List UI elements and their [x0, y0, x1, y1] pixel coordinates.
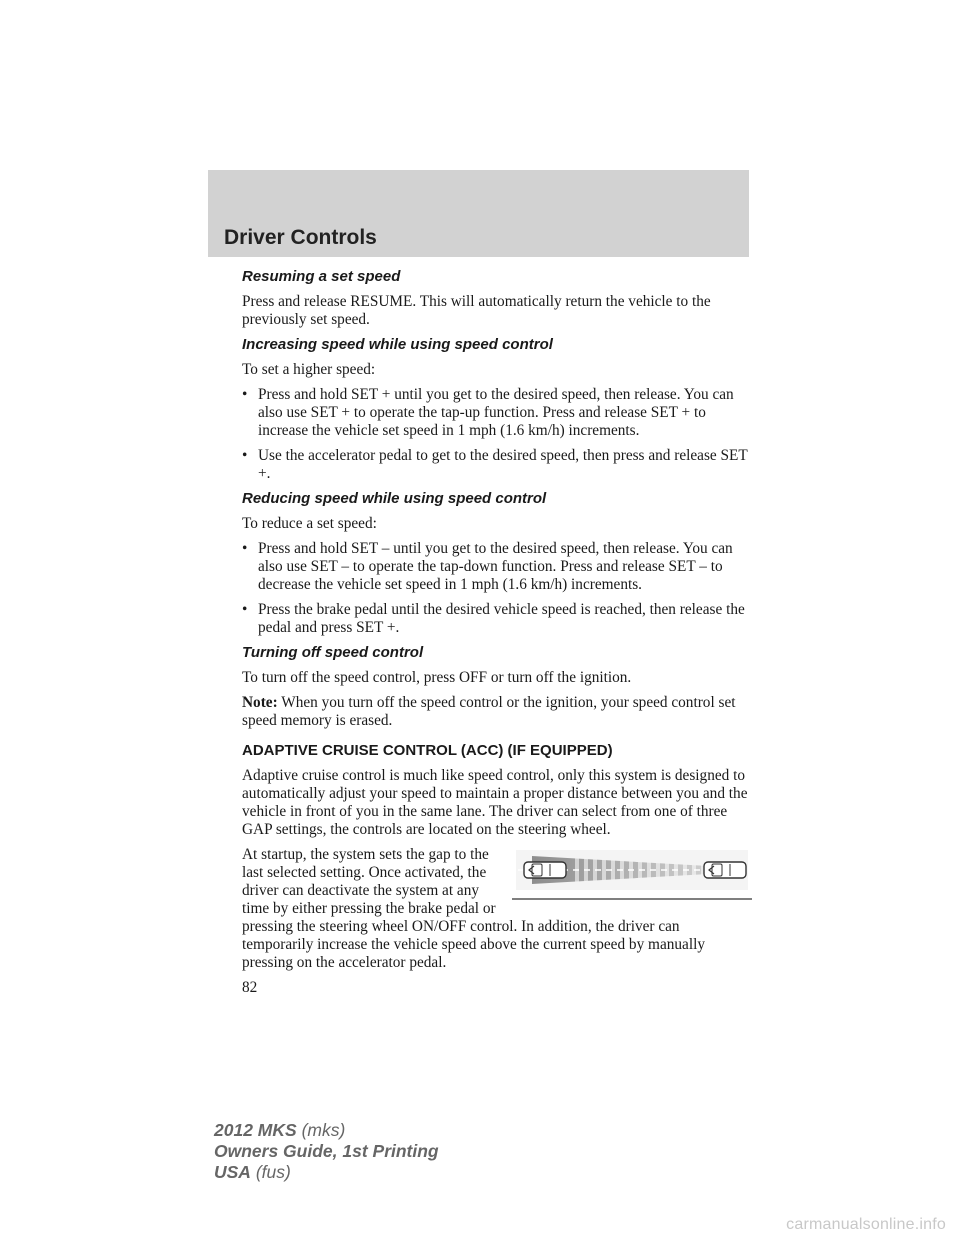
footer-model: 2012 MKS — [214, 1120, 297, 1140]
footer-region-line — [214, 1162, 439, 1183]
own-vehicle-icon — [524, 862, 566, 878]
paragraph-resuming: Press and release RESUME. This will automatically return the vehicle to the previously set speed. — [242, 293, 711, 328]
list-item — [242, 540, 752, 594]
acc-gap-diagram — [512, 848, 752, 902]
header-bar — [208, 170, 749, 257]
footer-region: USA — [214, 1162, 251, 1182]
paragraph-acc-startup: At startup, the system sets the gap to the last selected setting. Once activated, the driver can deactivate the system at any time by either pressing the brake pedal or pressing the steering wheel ON/OFF control. In addition, the driver can temporarily increase the vehicle speed above the current speed by manually pressing on the accelerator pedal. — [242, 846, 705, 971]
page-title: Driver Controls — [224, 226, 377, 249]
footer-model-code: (mks) — [301, 1120, 346, 1140]
page-number: 82 — [242, 979, 258, 996]
footer — [214, 1120, 439, 1183]
note-text: When you turn off the speed control or the ignition, your speed control set speed memory is erased. — [242, 694, 736, 729]
acc-figure-wrap — [242, 846, 752, 972]
list-increasing — [242, 386, 752, 483]
bullet-marker: • — [242, 447, 248, 464]
footer-guide: Owners Guide, 1st Printing — [214, 1141, 439, 1161]
list-item-text: Press and hold SET – until you get to the desired speed, then release. You can also use SET – to operate the tap-down function. Press and release SET – to decrease the vehicle set speed in 1 mph (1.6 km/h) increments. — [258, 540, 733, 593]
bullet-marker: • — [242, 601, 248, 618]
footer-region-code: (fus) — [255, 1162, 291, 1182]
bullet-marker: • — [242, 386, 248, 403]
paragraph-reducing-intro: To reduce a set speed: — [242, 515, 377, 532]
paragraph-increasing-intro: To set a higher speed: — [242, 361, 376, 378]
heading-turning-off: Turning off speed control — [242, 644, 424, 661]
heading-increasing: Increasing speed while using speed control — [242, 336, 553, 353]
footer-model-line — [214, 1120, 439, 1141]
heading-resuming: Resuming a set speed — [242, 268, 401, 285]
lead-vehicle-icon — [704, 862, 746, 878]
list-item-text: Press the brake pedal until the desired vehicle speed is reached, then release the pedal and press SET +. — [258, 601, 745, 636]
list-item — [242, 601, 752, 637]
heading-reducing: Reducing speed while using speed control — [242, 490, 547, 507]
list-item — [242, 386, 752, 440]
note-paragraph — [242, 694, 752, 730]
list-item — [242, 447, 752, 483]
bullet-marker: • — [242, 540, 248, 557]
paragraph-acc-intro: Adaptive cruise control is much like speed control, only this system is designed to automatically adjust your speed to maintain a proper distance between you and the vehicle in front of you in the same lane. The driver can select from one of three GAP settings, the controls are located on the steering wheel. — [242, 767, 748, 838]
list-item-text: Use the accelerator pedal to get to the desired speed, then press and release SET +. — [258, 447, 748, 482]
acc-gap-illustration — [512, 848, 752, 902]
note-label: Note: — [242, 694, 278, 711]
list-item-text: Press and hold SET + until you get to the desired speed, then release. You can also use SET + to operate the tap-up function. Press and release SET + to increase the vehicle set speed in 1 mph (1.6 km/h) increments. — [258, 386, 734, 439]
main-content — [242, 268, 752, 997]
section-title-acc: ADAPTIVE CRUISE CONTROL (ACC) (IF EQUIPPED) — [242, 742, 613, 759]
watermark: carmanualsonline.info — [786, 1216, 946, 1233]
list-reducing — [242, 540, 752, 637]
paragraph-turning-off: To turn off the speed control, press OFF or turn off the ignition. — [242, 669, 632, 686]
